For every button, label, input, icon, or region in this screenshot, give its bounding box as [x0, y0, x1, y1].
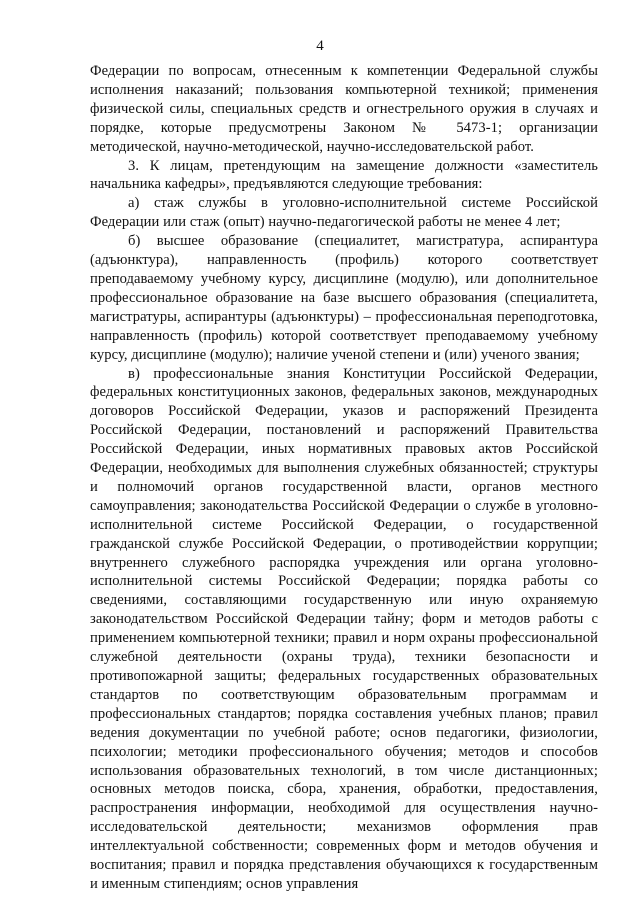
document-body	[90, 62, 598, 894]
page-number: 4	[316, 38, 324, 54]
paragraph-subitem-v: в) профессиональные знания Конституции Российской Федерации, федеральных конституционных законов, федеральных законов, международных договоров Российской Федерации, указов и распоряжений Президента Российской Федерации, постановлений и распоряжений Правительства Российской Федерации, иных нормативных правовых актов Российской Федерации, необходимых для выполнения служебных обязанностей; структуры и полномочий органов государственной власти, органов местного самоуправления; законодательства Российской Федерации о службе в уголовно-исполнительной системе Российской Федерации, о государственной гражданской службе Российской Федерации, о противодействии коррупции; внутреннего служебного распорядка учреждения или органа уголовно-исполнительной системы Российской Федерации; порядка работы со сведениями, составляющими государственную или иную охраняемую законодательством Российской Федерации тайну; форм и методов работы с применением компьютерной техники; правил и норм охраны профессиональной служебной деятельности (охраны труда), техники безопасности и противопожарной защиты; федеральных государственных образовательных стандартов по соответствующим образовательным программам и профессиональных стандартов; порядка составления учебных планов; правил ведения документации по учебной работе; основ педагогики, физиологии, психологии; методики профессионального обучения; методов и способов использования образовательных технологий, в том числе дистанционных; основных методов поиска, сбора, хранения, обработки, предоставления, распространения информации, необходимой для осуществления научно-исследовательской деятельности; механизмов оформления прав интеллектуальной собственности; современных форм и методов обучения и воспитания; правил и порядка представления обучающихся к государственным и именным стипендиям; основ управления	[90, 365, 598, 892]
paragraph-subitem-a: а) стаж службы в уголовно-исполнительной системе Российской Федерации или стаж (опыт) научно-педагогической работы не менее 4 лет;	[90, 195, 598, 231]
paragraph-continuation: Федерации по вопросам, отнесенным к компетенции Федеральной службы исполнения наказаний; пользования компьютерной техникой; применения физической силы, специальных средств и огнестрельного оружия в случаях и порядке, которые предусмотрены Законом № 5473-1; организации методической, научно-методической, научно-исследовательской работ.	[90, 63, 598, 155]
paragraph-item-3: 3. К лицам, претендующим на замещение должности «заместитель начальника кафедры», предъявляются следующие требования:	[90, 157, 598, 193]
paragraph-subitem-b: б) высшее образование (специалитет, магистратура, аспирантура (адъюнктура), направленность (профиль) которого соответствует преподаваемому учебному курсу, дисциплине (модулю), или дополнительное профессиональное образование на базе высшего образования (специалитета, магистратуры, аспирантуры (адъюнктуры) – профессиональная переподготовка, направленность (профиль) которой соответствует преподаваемому учебному курсу, дисциплине (модулю); наличие ученой степени и (или) ученого звания;	[90, 233, 598, 363]
